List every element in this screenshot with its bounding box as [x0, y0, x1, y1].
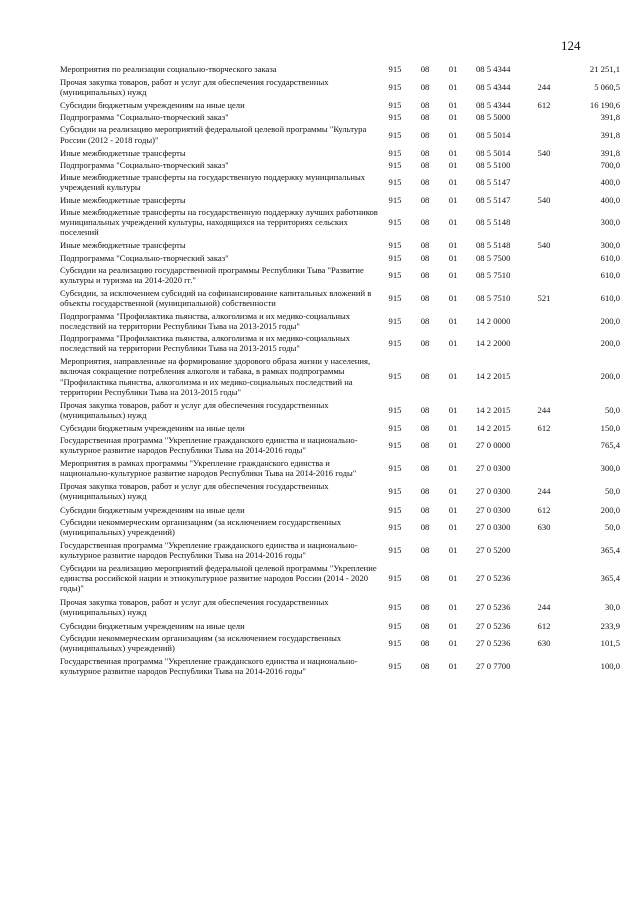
row-target-article-code: 08 5 4344 [476, 82, 511, 93]
row-grbs-code: 915 [388, 176, 402, 187]
row-grbs-code: 915 [388, 404, 402, 415]
row-target-article-code: 08 5 5100 [476, 159, 511, 170]
row-expense-type-code: 630 [537, 637, 551, 648]
table-row [60, 481, 620, 501]
row-subsection-code: 01 [448, 573, 458, 584]
row-target-article-code: 27 0 5236 [476, 620, 511, 631]
row-amount: 5 060,5 [594, 82, 620, 93]
row-name: Субсидии бюджетным учреждениям на иные цели [60, 620, 245, 631]
row-target-article-code: 08 5 5147 [476, 195, 511, 206]
row-section-code: 08 [420, 660, 430, 671]
row-subsection-code: 01 [448, 217, 458, 228]
row-expense-type-code: 540 [537, 195, 551, 206]
row-name: Прочая закупка товаров, работ и услуг для обеспечения государственных (муниципальных) нужд [60, 77, 329, 98]
row-amount: 700,0 [600, 159, 620, 170]
row-name: Государственная программа "Укрепление гражданского единства и национально-культурное развитие народов Республики Тыва на 2014-2016 годы" [60, 539, 358, 560]
row-amount: 233,9 [600, 620, 620, 631]
table-row [60, 400, 620, 420]
row-name: Иные межбюджетные трансферты [60, 147, 186, 158]
row-target-article-code: 27 0 5236 [476, 573, 511, 584]
row-section-code: 08 [420, 620, 430, 631]
row-grbs-code: 915 [388, 195, 402, 206]
row-name: Субсидии на реализацию мероприятий федеральной целевой программы "Укрепление единства российской нации и этнокультурное развитие народов России (2014 - 2020 годы)" [60, 563, 377, 594]
row-name: Подпрограмма "Профилактика пьянства, алкоголизма и их медико-социальных последствий на территории Республики Тыва на 2013-2015 годы" [60, 310, 351, 332]
row-name: Подпрограмма "Социально-творческий заказ" [60, 159, 229, 170]
row-amount: 200,0 [600, 504, 620, 515]
row-target-article-code: 14 2 2015 [476, 371, 511, 382]
row-amount: 300,0 [600, 240, 620, 251]
row-subsection-code: 01 [448, 82, 458, 93]
row-section-code: 08 [420, 422, 430, 433]
row-grbs-code: 915 [388, 371, 402, 382]
row-amount: 150,0 [600, 422, 620, 433]
row-section-code: 08 [420, 404, 430, 415]
row-section-code: 08 [420, 82, 430, 93]
row-name: Субсидии бюджетным учреждениям на иные цели [60, 422, 245, 433]
row-name: Прочая закупка товаров, работ и услуг для обеспечения государственных (муниципальных) нужд [60, 597, 329, 618]
row-target-article-code: 27 0 5236 [476, 602, 511, 613]
row-subsection-code: 01 [448, 100, 458, 111]
row-name: Государственная программа "Укрепление гражданского единства и национально-культурное развитие народов Республики Тыва на 2014-2016 годы" [60, 435, 358, 456]
row-amount: 400,0 [600, 176, 620, 187]
table-row [60, 100, 620, 110]
row-name: Субсидии некоммерческим организациям (за исключением государственных (муниципальных) учреждений) [60, 516, 342, 537]
row-subsection-code: 01 [448, 660, 458, 671]
row-section-code: 08 [420, 544, 430, 555]
row-section-code: 08 [420, 637, 430, 648]
row-grbs-code: 915 [388, 521, 402, 532]
row-target-article-code: 27 0 7700 [476, 660, 511, 671]
row-amount: 365,4 [600, 544, 620, 555]
table-row [60, 195, 620, 205]
row-target-article-code: 14 2 2015 [476, 422, 511, 433]
row-grbs-code: 915 [388, 147, 402, 158]
row-amount: 391,8 [600, 147, 620, 158]
table-row [60, 64, 620, 74]
table-row [60, 435, 620, 455]
row-name: Мероприятия, направленные на формирование здорового образа жизни у населения, включая сокращение потребления алкоголя и табака, в рамках подпрограммы "Профилактика пьянства, алкоголизма и их медико-социальных последствий на территории Республики Тыва на 2013-2015 годы" [60, 356, 371, 397]
row-expense-type-code: 630 [537, 521, 551, 532]
row-amount: 21 251,1 [589, 64, 620, 74]
row-amount: 400,0 [600, 195, 620, 206]
row-target-article-code: 27 0 0300 [476, 504, 511, 515]
row-section-code: 08 [420, 521, 430, 532]
row-subsection-code: 01 [448, 404, 458, 415]
table-row [60, 207, 620, 237]
row-section-code: 08 [420, 573, 430, 584]
page-number: 124 [561, 38, 581, 53]
table-row [60, 423, 620, 433]
table-row [60, 124, 620, 144]
row-grbs-code: 915 [388, 637, 402, 648]
row-amount: 300,0 [600, 463, 620, 474]
row-section-code: 08 [420, 195, 430, 206]
row-amount: 50,0 [604, 404, 620, 415]
row-grbs-code: 915 [388, 82, 402, 93]
row-expense-type-code: 612 [537, 100, 551, 111]
row-target-article-code: 14 2 2000 [476, 338, 511, 349]
row-subsection-code: 01 [448, 252, 458, 263]
row-section-code: 08 [420, 159, 430, 170]
table-row [60, 540, 620, 560]
row-target-article-code: 27 0 0300 [476, 521, 511, 532]
row-subsection-code: 01 [448, 544, 458, 555]
row-amount: 610,0 [600, 269, 620, 280]
row-expense-type-code: 244 [537, 404, 551, 415]
row-subsection-code: 01 [448, 292, 458, 303]
row-amount: 101,5 [600, 637, 620, 648]
row-section-code: 08 [420, 112, 430, 123]
row-expense-type-code: 540 [537, 240, 551, 251]
row-amount: 765,4 [600, 440, 620, 451]
table-row [60, 288, 620, 308]
row-subsection-code: 01 [448, 463, 458, 474]
row-section-code: 08 [420, 486, 430, 497]
row-name: Подпрограмма "Социально-творческий заказ" [60, 112, 229, 123]
row-name: Мероприятия по реализации социально-творческого заказа [60, 64, 277, 74]
row-target-article-code: 27 0 5236 [476, 637, 511, 648]
row-amount: 16 190,6 [589, 100, 620, 111]
row-amount: 100,0 [600, 660, 620, 671]
row-target-article-code: 27 0 0300 [476, 463, 511, 474]
row-amount: 391,8 [600, 112, 620, 123]
row-section-code: 08 [420, 129, 430, 140]
row-name: Подпрограмма "Социально-творческий заказ" [60, 252, 229, 263]
row-subsection-code: 01 [448, 521, 458, 532]
row-section-code: 08 [420, 371, 430, 382]
row-section-code: 08 [420, 338, 430, 349]
row-amount: 50,0 [604, 521, 620, 532]
row-section-code: 08 [420, 292, 430, 303]
row-grbs-code: 915 [388, 422, 402, 433]
row-target-article-code: 08 5 4344 [476, 100, 511, 111]
row-target-article-code: 27 0 5200 [476, 544, 511, 555]
table-row [60, 253, 620, 263]
row-subsection-code: 01 [448, 316, 458, 327]
row-subsection-code: 01 [448, 195, 458, 206]
row-amount: 200,0 [600, 371, 620, 382]
row-subsection-code: 01 [448, 440, 458, 451]
table-row [60, 240, 620, 250]
row-subsection-code: 01 [448, 176, 458, 187]
row-amount: 200,0 [600, 316, 620, 327]
table-row [60, 656, 620, 676]
row-target-article-code: 14 2 0000 [476, 316, 511, 327]
row-subsection-code: 01 [448, 147, 458, 158]
row-expense-type-code: 612 [537, 504, 551, 515]
row-target-article-code: 08 5 7510 [476, 269, 511, 280]
table-row [60, 621, 620, 631]
row-expense-type-code: 244 [537, 486, 551, 497]
row-section-code: 08 [420, 269, 430, 280]
row-subsection-code: 01 [448, 422, 458, 433]
table-row [60, 563, 620, 593]
row-subsection-code: 01 [448, 159, 458, 170]
row-grbs-code: 915 [388, 159, 402, 170]
row-amount: 300,0 [600, 217, 620, 228]
row-grbs-code: 915 [388, 240, 402, 251]
row-target-article-code: 14 2 2015 [476, 404, 511, 415]
row-section-code: 08 [420, 316, 430, 327]
row-subsection-code: 01 [448, 602, 458, 613]
row-grbs-code: 915 [388, 129, 402, 140]
row-name: Государственная программа "Укрепление гражданского единства и национально-культурное развитие народов Республики Тыва на 2014-2016 годы" [60, 655, 358, 676]
row-target-article-code: 08 5 7510 [476, 292, 511, 303]
row-target-article-code: 27 0 0300 [476, 486, 511, 497]
row-grbs-code: 915 [388, 100, 402, 111]
row-target-article-code: 27 0 0000 [476, 440, 511, 451]
row-subsection-code: 01 [448, 504, 458, 515]
row-target-article-code: 08 5 5014 [476, 147, 511, 158]
row-grbs-code: 915 [388, 573, 402, 584]
table-row [60, 160, 620, 170]
row-amount: 610,0 [600, 292, 620, 303]
row-section-code: 08 [420, 176, 430, 187]
row-grbs-code: 915 [388, 292, 402, 303]
row-grbs-code: 915 [388, 64, 402, 74]
table-row [60, 112, 620, 122]
row-target-article-code: 08 5 7500 [476, 252, 511, 263]
row-name: Мероприятия в рамках программы "Укрепление гражданского единства и национально-культурное развитие народов Республики Тыва на 2014-2016 годы" [60, 458, 357, 479]
row-subsection-code: 01 [448, 269, 458, 280]
row-section-code: 08 [420, 504, 430, 515]
table-row [60, 77, 620, 97]
row-name: Иные межбюджетные трансферты [60, 195, 186, 206]
table-row [60, 517, 620, 537]
row-expense-type-code: 244 [537, 602, 551, 613]
row-grbs-code: 915 [388, 620, 402, 631]
table-row [60, 505, 620, 515]
row-name: Прочая закупка товаров, работ и услуг для обеспечения государственных (муниципальных) нужд [60, 399, 329, 420]
budget-table [60, 64, 620, 676]
row-section-code: 08 [420, 602, 430, 613]
table-row [60, 458, 620, 478]
row-section-code: 08 [420, 240, 430, 251]
row-name: Субсидии на реализацию мероприятий федеральной целевой программы "Культура России (2012 - 2018 годы)" [60, 124, 367, 145]
row-amount: 30,0 [604, 602, 620, 613]
row-target-article-code: 08 5 5148 [476, 240, 511, 251]
row-grbs-code: 915 [388, 544, 402, 555]
row-name: Иные межбюджетные трансферты на государственную поддержку лучших работников муниципальных учреждений культуры, находящихся на территориях сельских поселений [60, 207, 378, 238]
table-row [60, 633, 620, 653]
row-name: Субсидии бюджетным учреждениям на иные цели [60, 100, 245, 111]
table-row [60, 148, 620, 158]
table-row [60, 333, 620, 353]
row-target-article-code: 08 5 5148 [476, 217, 511, 228]
row-target-article-code: 08 5 5147 [476, 176, 511, 187]
row-amount: 610,0 [600, 252, 620, 263]
row-target-article-code: 08 5 5000 [476, 112, 511, 123]
row-grbs-code: 915 [388, 463, 402, 474]
row-target-article-code: 08 5 4344 [476, 64, 511, 74]
row-grbs-code: 915 [388, 602, 402, 613]
row-grbs-code: 915 [388, 338, 402, 349]
row-grbs-code: 915 [388, 252, 402, 263]
row-target-article-code: 08 5 5014 [476, 129, 511, 140]
row-name: Подпрограмма "Профилактика пьянства, алкоголизма и их медико-социальных последствий на территории Республики Тыва на 2013-2015 годы" [60, 333, 351, 354]
row-subsection-code: 01 [448, 486, 458, 497]
row-section-code: 08 [420, 463, 430, 474]
row-subsection-code: 01 [448, 129, 458, 140]
row-name: Прочая закупка товаров, работ и услуг для обеспечения государственных (муниципальных) нужд [60, 481, 329, 502]
row-expense-type-code: 540 [537, 147, 551, 158]
row-grbs-code: 915 [388, 316, 402, 327]
row-grbs-code: 915 [388, 217, 402, 228]
row-name: Субсидии на реализацию государственной программы Республики Тыва "Развитие культуры и туризма на 2014-2020 гг." [60, 264, 364, 285]
row-amount: 365,4 [600, 573, 620, 584]
table-row [60, 265, 620, 285]
row-subsection-code: 01 [448, 338, 458, 349]
row-name: Иные межбюджетные трансферты [60, 240, 186, 251]
row-amount: 50,0 [604, 486, 620, 497]
row-grbs-code: 915 [388, 660, 402, 671]
table-row [60, 597, 620, 617]
row-name: Иные межбюджетные трансферты на государственную поддержку муниципальных учреждений культуры [60, 171, 366, 192]
row-subsection-code: 01 [448, 620, 458, 631]
row-section-code: 08 [420, 147, 430, 158]
row-name: Субсидии некоммерческим организациям (за исключением государственных (муниципальных) учреждений) [60, 632, 342, 653]
row-section-code: 08 [420, 252, 430, 263]
row-expense-type-code: 612 [537, 422, 551, 433]
row-section-code: 08 [420, 64, 430, 74]
row-amount: 200,0 [600, 338, 620, 349]
row-section-code: 08 [420, 217, 430, 228]
row-expense-type-code: 244 [537, 82, 551, 93]
row-subsection-code: 01 [448, 371, 458, 382]
row-name: Субсидии бюджетным учреждениям на иные цели [60, 504, 245, 515]
row-subsection-code: 01 [448, 64, 458, 74]
row-expense-type-code: 612 [537, 620, 551, 631]
row-grbs-code: 915 [388, 440, 402, 451]
row-grbs-code: 915 [388, 486, 402, 497]
row-subsection-code: 01 [448, 637, 458, 648]
row-grbs-code: 915 [388, 112, 402, 123]
row-section-code: 08 [420, 100, 430, 111]
row-grbs-code: 915 [388, 269, 402, 280]
row-grbs-code: 915 [388, 504, 402, 515]
row-subsection-code: 01 [448, 112, 458, 123]
table-row [60, 311, 620, 331]
row-amount: 391,8 [600, 129, 620, 140]
row-subsection-code: 01 [448, 240, 458, 251]
table-row [60, 172, 620, 192]
table-row [60, 356, 620, 396]
row-expense-type-code: 521 [537, 292, 551, 303]
row-name: Субсидии, за исключением субсидий на софинансирование капитальных вложений в объекты государственной (муниципальной) собственности [60, 287, 372, 308]
row-section-code: 08 [420, 440, 430, 451]
